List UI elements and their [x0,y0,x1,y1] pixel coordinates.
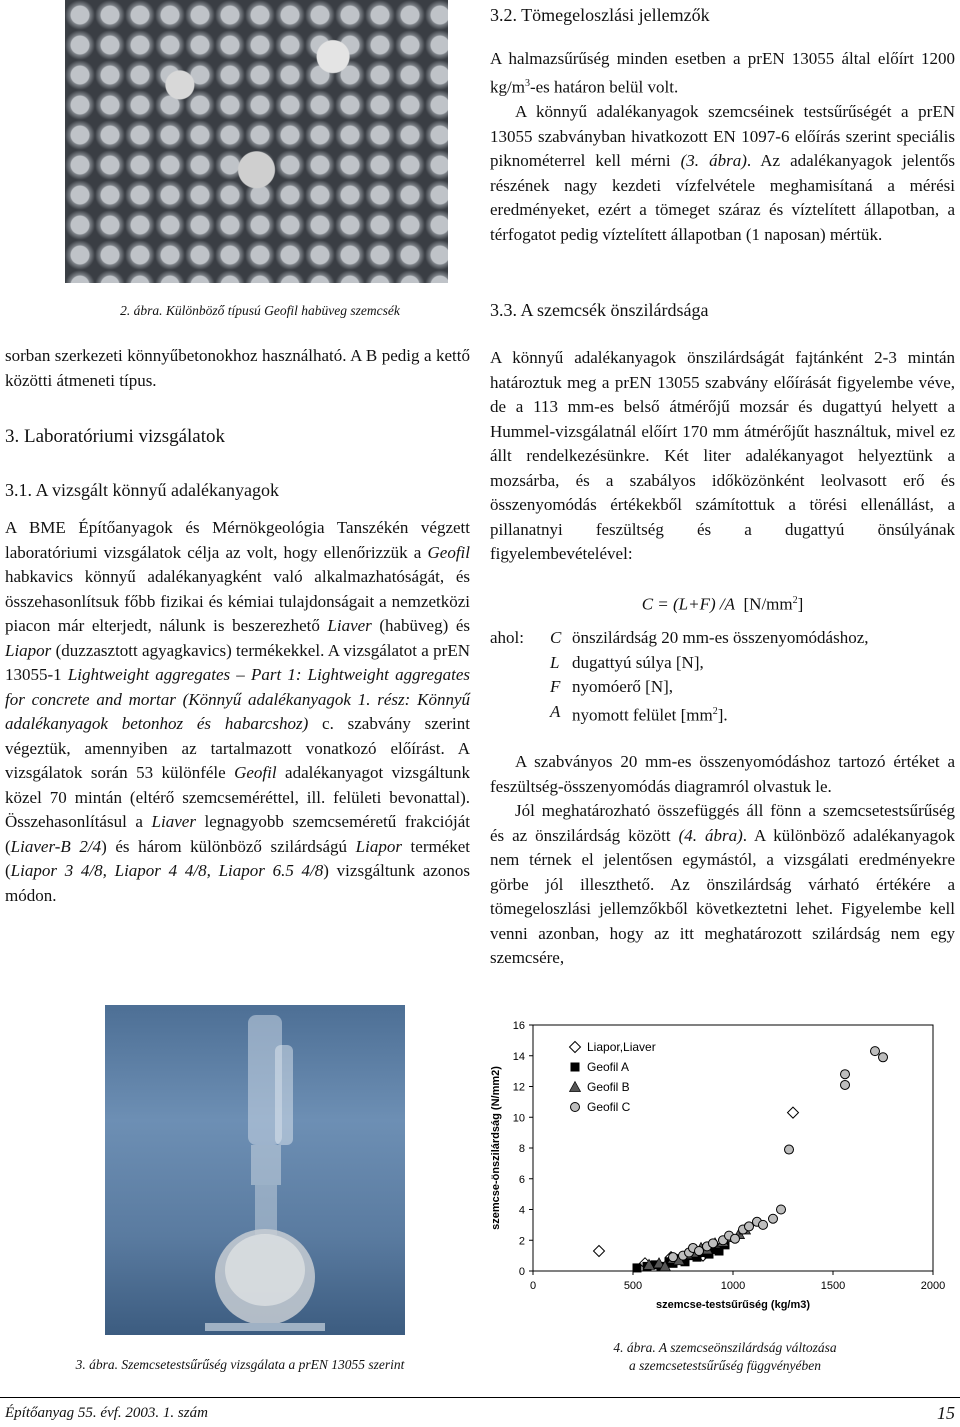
heading-3-2: 3.2. Tömegeloszlási jellemzők [490,5,710,25]
ahol-label: ahol: [490,628,524,647]
footer-page-number: 15 [937,1403,955,1423]
right-paragraph-3: A könnyű adalékanyagok önszilárdságát fajtánként 2-3 mintán határoztuk meg a prEN 13055 szabvány előírását figyelembe véve, de a 113 mm-es belső átmérőjű mozsár és dugattyú helyett a Hummel-vizsgálatnál előírt 170 mm átmérőjűt használtuk, mivel ez állt rendelkezésünkre. Két liter adalékanyagot helyeztünk a mozsárba, és a szabályos időközönként leolvasott erő és összenyomódás értékekből számítottuk a törési ellenállást, a pillanatnyi feszültség és a dugattyú önsúlyának figyelembevételével: [490,348,955,563]
data-point-series-4 [669,1253,678,1262]
heading-3-1: 3.1. A vizsgált könnyű adalékanyagok [5,480,279,500]
y-axis-label: szemcse-önszilárdság (N/mm2) [490,1066,502,1230]
data-point-series-1 [788,1107,799,1118]
footer-journal: Építőanyag 55. évf. 2003. 1. szám [5,1405,208,1421]
y-tick-label: 4 [518,1204,525,1217]
fig2-photo [65,0,448,283]
left-main-paragraph: A BME Építőanyagok és Mérnökgeológia Tanszékén végzett laboratóriumi vizsgálatok célja az volt, hogy ellenőrizzük a Geofil habkavics könnyű adalékanyagként való alkalmazhatóságát, és összehasonlítsuk főbb fizikai és kémiai tulajdonságait a nemzetközi piacon már elterjedt, nálunk is beszerezhető Liaver (habüveg) és Liapor (duzzasztott agyagkavics) termékekkel. A vizsgálatot a prEN 13055-1 Lightweight aggregates – Part 1: Lightweight aggregates for concrete and mortar (Könnyű adalékanyagok 1. rész: Könnyű adalékanyagok betonhoz és habarcshoz) c. szabvány szerint végeztük, amennyiben az tartalmazott vonatkozó előírást. A vizsgálatok során 53 különféle Geofil adalékanyagot vizsgáltunk közel 70 mintán (eltérő szemcseméréttel, ill. felületi bevonattal). Összehasonlításul a Liaver legnagyobb szemcseméretű frakcióját (Liaver-B 2/4) és három különböző szilárdságú Liapor terméket (Liapor 3 4/8, Liapor 4 4/8, Liapor 6.5 4/8) vizsgáltunk azonos módon. [5,518,471,905]
right-paragraph-1: A halmazsűrűség minden esetben a prEN 13055 által előírt 1200 $kg/m^3-es$ határon belül volt. [490,49,955,97]
data-point-series-4 [785,1145,794,1154]
x-tick-label: 0 [529,1280,537,1292]
data-point-series-4 [841,1070,850,1079]
legend-label-series-1: Liapor,Liaver [587,1040,656,1054]
data-point-series-4 [841,1080,850,1089]
data-point-series-2 [633,1263,642,1272]
x-axis-label: szemcse-testsűrűség (kg/m3) [655,1299,811,1311]
formula: C = (L+F) /A $[N/mm^2]$ [641,594,804,614]
right-paragraph-5: Jól meghatározható összefüggés áll fönn a szemcsetestsűrűség és az önszilárdság között (4. ábra). A különböző adalékanyagok nem térnek el jelentősen egymástól, a vizsgálati eredményekre görbe jól illeszthető. Az önszilárdság várható értékére a tömegeloszlási jellemzőkből következtetni lehet. Figyelembe kell venni azonban, hogy az itt meghatározott szilárdság nem egy szemcsére, [490,801,955,967]
legend-marker-series-3 [570,1082,581,1092]
legend-marker-series-1 [570,1042,581,1053]
data-point-series-4 [769,1214,778,1223]
y-tick-label: 6 [518,1173,525,1186]
def-l: dugattyú súlya [N], [572,652,704,672]
fig2-caption: 2. ábra. Különböző típusú Geofil habüveg szemcsék [120,303,400,318]
legend-label-series-2: Geofil A [587,1060,630,1074]
y-tick-label: 0 [518,1266,525,1278]
data-point-series-4 [871,1047,880,1056]
fig4-caption-line2: a szemcsetestsűrűség függvényében [629,1358,821,1373]
def-c: önszilárdság 20 mm-es összenyomódáshoz, [572,628,869,647]
fig3-caption: 3. ábra. Szemcsetestsűrűség vizsgálata a prEN 13055 szerint [75,1357,405,1372]
heading-3: 3. Laboratóriumi vizsgálatok [5,426,226,447]
y-tick-label: 16 [512,1020,525,1032]
data-point-series-4 [695,1247,704,1256]
data-point-series-4 [731,1234,740,1243]
fig4-scatter-chart [485,1010,960,1320]
x-tick-label: 1000 [720,1280,746,1292]
x-tick-label: 2000 [920,1280,946,1292]
footer-rule [0,1397,960,1398]
data-point-series-4 [759,1220,768,1229]
symbol-l: L [550,652,560,672]
data-point-series-1 [594,1246,605,1257]
right-paragraph-2: A könnyű adalékanyagok szemcséinek testsűrűségét a prEN 13055 szabványban hivatkozott EN 1097-6 előírás szerint speciális piknométerrel kell mérni (3. ábra). Az adalékanyagok jelentős részének nagy kezdeti vízfelvétele meghamisítaná a mérési eredményeket, ezért a tömeget száraz és víztelített állapotban, a térfogatot pedig víztelített állapotban (1 naposan) mértük. [490,102,955,244]
legend-marker-series-4 [571,1103,580,1112]
y-tick-label: 14 [512,1050,525,1063]
y-tick-label: 10 [512,1112,525,1125]
symbol-f: F [550,677,561,696]
def-a: nyomott felület $[mm^2]$. [572,705,728,725]
heading-3-3: 3.3. A szemcsék önszilárdsága [490,300,709,320]
fig3-photo [105,1005,405,1335]
legend-label-series-4: Geofil C [587,1100,631,1114]
fig4-caption-line1: 4. ábra. A szemcseönszilárdság változása [613,1340,837,1355]
symbol-c: C [550,628,562,647]
data-point-series-4 [879,1053,888,1062]
legend-label-series-3: Geofil B [587,1080,630,1094]
x-tick-label: 1500 [820,1280,846,1292]
data-point-series-4 [745,1222,754,1231]
right-paragraph-4: A szabványos 20 mm-es összenyomódáshoz tartozó értéket a feszültség-összenyomódás diagramról olvastuk le. [490,752,955,796]
data-point-series-4 [709,1239,718,1248]
y-tick-label: 8 [518,1143,525,1155]
def-f: nyomóerő [N], [572,677,674,696]
left-intro-paragraph: sorban szerkezeti könnyűbetonokhoz használható. A B pedig a kettő közötti átmeneti típus. [5,346,470,390]
symbol-a: A [550,701,561,721]
symbol-definitions [490,626,869,728]
legend-marker-series-2 [571,1063,580,1072]
pycnometer-flask-illustration [105,1005,405,1335]
data-point-series-4 [777,1205,786,1214]
y-tick-label: 2 [518,1235,525,1248]
y-tick-label: 12 [512,1081,525,1094]
x-tick-label: 500 [623,1280,643,1292]
